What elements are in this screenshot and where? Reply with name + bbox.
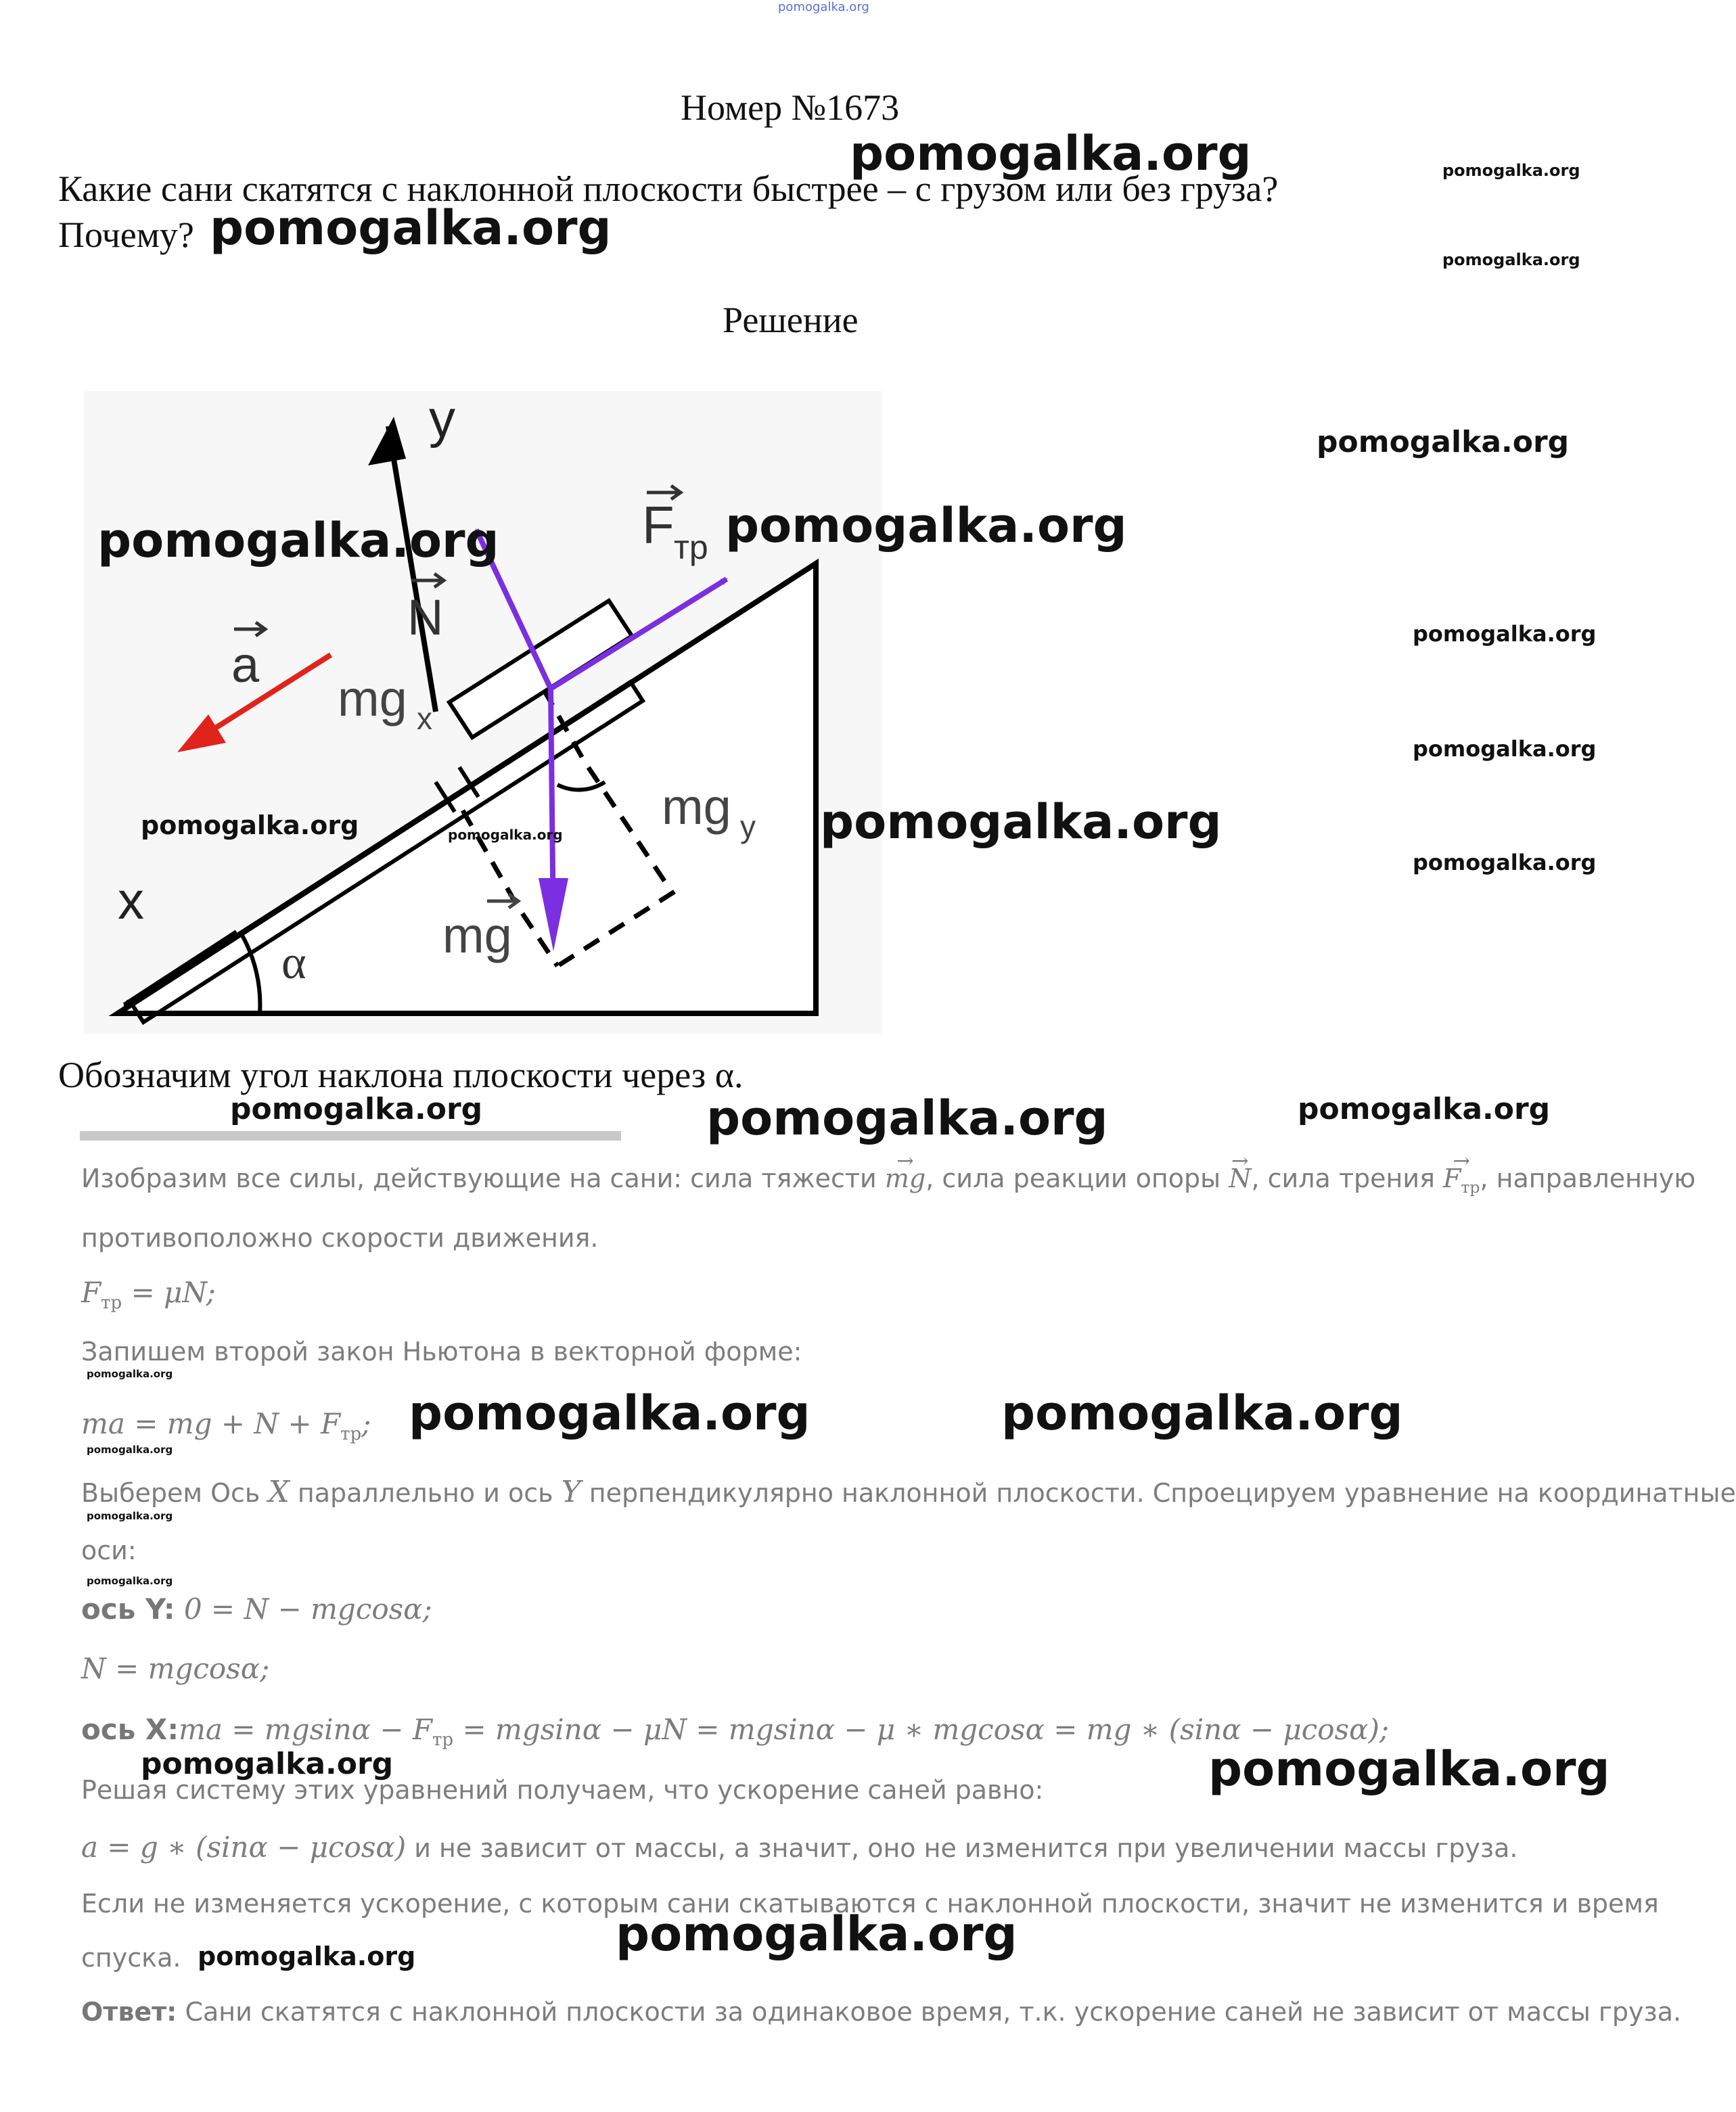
friction-eq-f: F [81,1276,101,1309]
watermark: pomogalka.org [778,0,869,14]
mgy-label: mg [662,779,731,835]
problem-number: Номер №1673 [681,87,900,128]
watermark: pomogalka.org [1208,1741,1610,1797]
solution-line-1d: , направленную [1480,1164,1696,1193]
watermark: pomogalka.org [210,200,612,256]
axes-text-1a: Выберем Ось [81,1478,260,1508]
question-line-1: Какие сани скатятся с наклонной плоскости быстрее – с грузом или без груза? [58,168,1279,209]
watermark: pomogalka.org [1298,1092,1551,1126]
solution-heading: Решение [723,300,859,340]
axes-text-1c: перпендикулярно наклонной плоскости. Спроецируем уравнение на координатные [589,1478,1736,1508]
incline-diagram [84,391,882,1034]
mgx-label: mg [338,670,407,727]
watermark: pomogalka.org [87,1575,173,1587]
watermark: pomogalka.org [87,1368,173,1380]
friction-label-sub: тр [674,528,708,566]
angle-label: α [281,937,306,989]
mgx-label-sub: x [417,701,432,736]
watermark: pomogalka.org [1001,1385,1403,1441]
watermark: pomogalka.org [1442,161,1580,180]
axes-text-1 [81,1475,1736,1509]
axis-y-symbol: Y [561,1475,581,1509]
watermark: pomogalka.org [1413,736,1597,762]
y-axis-label: y [429,389,455,449]
acceleration-text: и не зависит от массы, а значит, оно не изменится при увеличении массы груза. [406,1833,1518,1863]
solution-line-1b: , сила реакции опоры [926,1164,1221,1193]
watermark: pomogalka.org [141,810,359,840]
axis-x-symbol: X [268,1475,290,1509]
newton-eq-tail: ; [361,1407,371,1440]
vector-n: → N [1229,1164,1251,1193]
watermark: pomogalka.org [198,1942,416,1971]
newton-intro: Запишем второй закон Ньютона в векторной форме: [81,1337,802,1367]
axis-y-eq-body: 0 = N − mgcosα; [175,1592,432,1626]
watermark: pomogalka.org [1317,425,1570,459]
axis-x-eq-tail: = mgsinα − μN = mgsinα − μ ∗ mgcosα = mg ∗ (sinα − μcosα); [453,1713,1389,1746]
friction-equation: $F_{тр} = \mu N$; [81,1276,216,1314]
axis-y-equation [81,1592,432,1626]
normal-label: N [407,589,444,645]
watermark: pomogalka.org [1413,850,1597,875]
mgy-label-sub: y [740,809,756,844]
axis-y-eq-label: ось Y: [81,1592,175,1626]
vector-mg: → mg [885,1164,926,1193]
watermark: pomogalka.org [725,498,1127,553]
x-axis-label: x [118,871,144,930]
newton-equation: ma = mg + $N + F_{тр}$; [81,1407,371,1445]
axis-x-eq-body: ma = mgsinα − F [179,1713,433,1746]
watermark: pomogalka.org [230,1092,483,1126]
friction-label: F [642,495,675,555]
watermark: pomogalka.org [409,1385,810,1441]
axes-text-2: оси: [81,1536,137,1565]
answer-text: Сани скатятся с наклонной плоскости за одинаковое время, т.к. ускорение саней не зависит от массы груза. [177,1997,1682,2027]
watermark: pomogalka.org [1413,621,1597,647]
watermark: pomogalka.org [87,1444,173,1456]
answer [81,1997,1681,2027]
watermark: pomogalka.org [87,1510,173,1522]
watermark: pomogalka.org [850,126,1252,181]
mg-label: mg [442,907,512,963]
acceleration-label: a [231,637,260,693]
solution-line-1c: , сила трения [1251,1164,1435,1193]
friction-eq-rest: = μN; [122,1276,216,1309]
watermark: pomogalka.org [820,794,1222,850]
question-line-2: Почему? [58,214,194,255]
axis-x-eq-label: ось X: [81,1713,179,1746]
axes-text-1b: параллельно и ось [297,1478,553,1508]
conclusion-line-2: спуска. [81,1943,181,1973]
watermark: pomogalka.org [141,1747,394,1781]
vector-ftr: → $F_{тр}$ [1443,1164,1480,1197]
newton-eq-body: ma = mg + N + F [81,1407,341,1440]
watermark: pomogalka.org [97,513,499,568]
divider-bar [80,1131,621,1141]
watermark: pomogalka.org [1442,250,1580,269]
acceleration-equation: a = g ∗ (sinα − μcosα) [81,1831,407,1864]
watermark: pomogalka.org [616,1906,1018,1962]
answer-label: Ответ: [81,1997,177,2027]
watermark: pomogalka.org [448,827,563,843]
axis-x-equation: ось X:ma = $mgsin\alpha - F_{тр} = mgsin\alpha - \mu N = mgsin\alpha - \mu$ ∗ mgcosα = mg ∗ (sinα − μcosα); [81,1713,1389,1751]
watermark: pomogalka.org [706,1091,1108,1146]
solution-line-2: противоположно скорости движения. [81,1223,599,1253]
acceleration-result [81,1831,1518,1864]
normal-force-equation: N = mgcosα; [81,1652,270,1685]
intro-sentence: Обозначим угол наклона плоскости через α. [58,1055,744,1095]
solution-line-1 [81,1164,1695,1197]
conclusion-line-1: Если не изменяется ускорение, с которым сани скатываются с наклонной плоскости, значит не изменится и время [81,1889,1659,1919]
solution-line-1a: Изобразим все силы, действующие на сани: сила тяжести [81,1164,877,1193]
system-text: Решая систему этих уравнений получаем, что ускорение саней равно: [81,1775,1044,1805]
